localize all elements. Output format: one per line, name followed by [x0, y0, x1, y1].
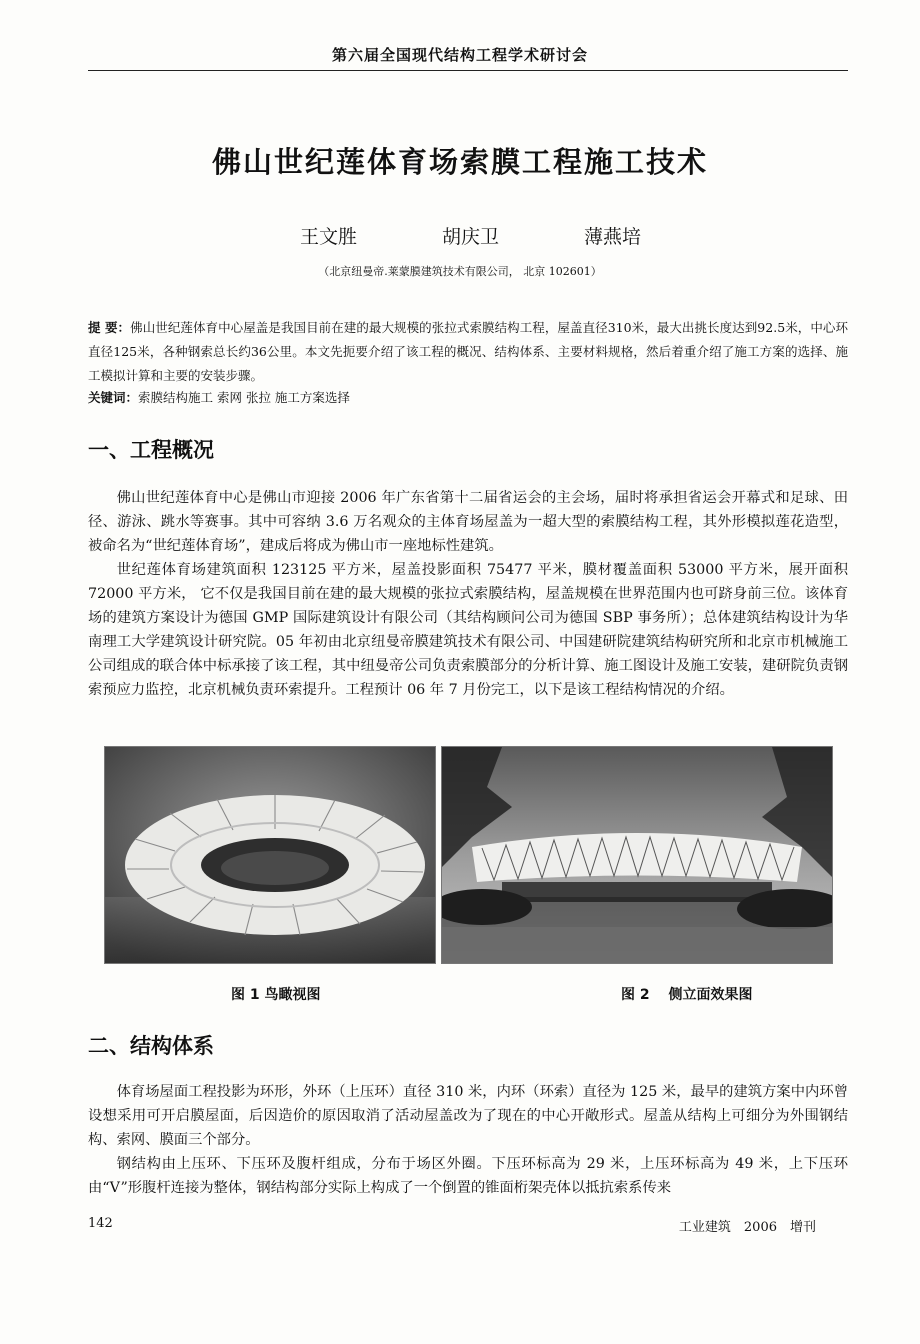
abstract [88, 316, 848, 388]
header-rule [88, 70, 848, 71]
paragraph: 体育场屋面工程投影为环形，外环（上压环）直径 310 米，内环（环索）直径为 125 米，最早的建筑方案中内环曾设想采用可开启膜屋面，后因造价的原因取消了活动屋盖改为了现在的中心开敞形式。屋盖从结构上可细分为外围钢结构、索网、膜面三个部分。 [88, 1084, 848, 1148]
abstract-text: 佛山世纪莲体育中心屋盖是我国目前在建的最大规模的张拉式索膜结构工程，屋盖直径310米，最大出挑长度达到92.5米，中心环直径125米，各种钢索总长约36公里。本文先扼要介绍了该工程的概况、结构体系、主要材料规格，然后着重介绍了施工方案的选择、施工模拟计算和主要的安装步骤。 [88, 320, 848, 383]
paragraph: 佛山世纪莲体育中心是佛山市迎接 2006 年广东省第十二届省运会的主会场，届时将承担省运会开幕式和足球、田径、游泳、跳水等赛事。其中可容纳 3.6 万名观众的主体育场屋盖为一超大型的索膜结构工程，其外形模拟莲花造型，被命名为“世纪莲体育场”，建成后将成为佛山市一座地标性建筑。 [88, 490, 848, 554]
figure-2-caption: 图 2 侧立面效果图 [621, 987, 753, 1003]
paragraph: 世纪莲体育场建筑面积 123125 平方米，屋盖投影面积 75477 平米，膜材覆盖面积 53000 平方米，展开面积 72000 平方米， 它不仅是我国目前在建的最大规模的张拉式索膜结构，屋盖规模在世界范围内也可跻身前三位。该体育场的建筑方案设计为德国 GMP 国际建筑设计有限公司（其结构顾问公司为德国 SBP 事务所）；总体建筑结构设计为华南理工大学建筑设计研究院。05 年初由北京纽曼帝膜建筑技术有限公司、中国建研院建筑结构研究所和北京市机械施工公司组成的联合体中标承接了该工程，其中纽曼帝公司负责索膜部分的分析计算、施工图设计及施工安装，建研院负责钢索预应力监控，北京机械负责环索提升。工程预计 06 年 7 月份完工，以下是该工程结构情况的介绍。 [88, 562, 848, 698]
figure-1-aerial-view [104, 746, 436, 964]
abstract-label: 提 要： [88, 320, 131, 335]
affiliation: （北京纽曼帝.莱蒙膜建筑技术有限公司， 北京 102601） [318, 265, 602, 278]
section-heading-2: 二、结构体系 [88, 1034, 214, 1058]
author-1: 王文胜 [300, 226, 358, 248]
journal-footer: 工业建筑 2006 增刊 [678, 1220, 816, 1235]
running-header: 第六届全国现代结构工程学术研讨会 [331, 46, 588, 64]
keywords [88, 388, 848, 406]
section-1-body [88, 486, 848, 702]
paper-title: 佛山世纪莲体育场索膜工程施工技术 [211, 145, 708, 179]
page-number: 142 [88, 1216, 113, 1231]
figure-1-caption: 图 1 鸟瞰视图 [231, 987, 321, 1003]
paragraph: 钢结构由上压环、下压环及腹杆组成，分布于场区外圈。下压环标高为 29 米，上压环标高为 49 米，上下压环由“V”形腹杆连接为整体，钢结构部分实际上构成了一个倒置的锥面桁架壳体以抵抗索系传来 [88, 1156, 848, 1196]
section-heading-1: 一、工程概况 [88, 438, 214, 462]
author-3: 薄燕培 [584, 226, 642, 248]
section-2-body [88, 1080, 848, 1200]
figure-2-side-elevation [441, 746, 833, 964]
keywords-label: 关键词： [88, 390, 139, 405]
author-2: 胡庆卫 [442, 226, 500, 248]
keywords-text: 索膜结构施工 索网 张拉 施工方案选择 [138, 390, 350, 405]
